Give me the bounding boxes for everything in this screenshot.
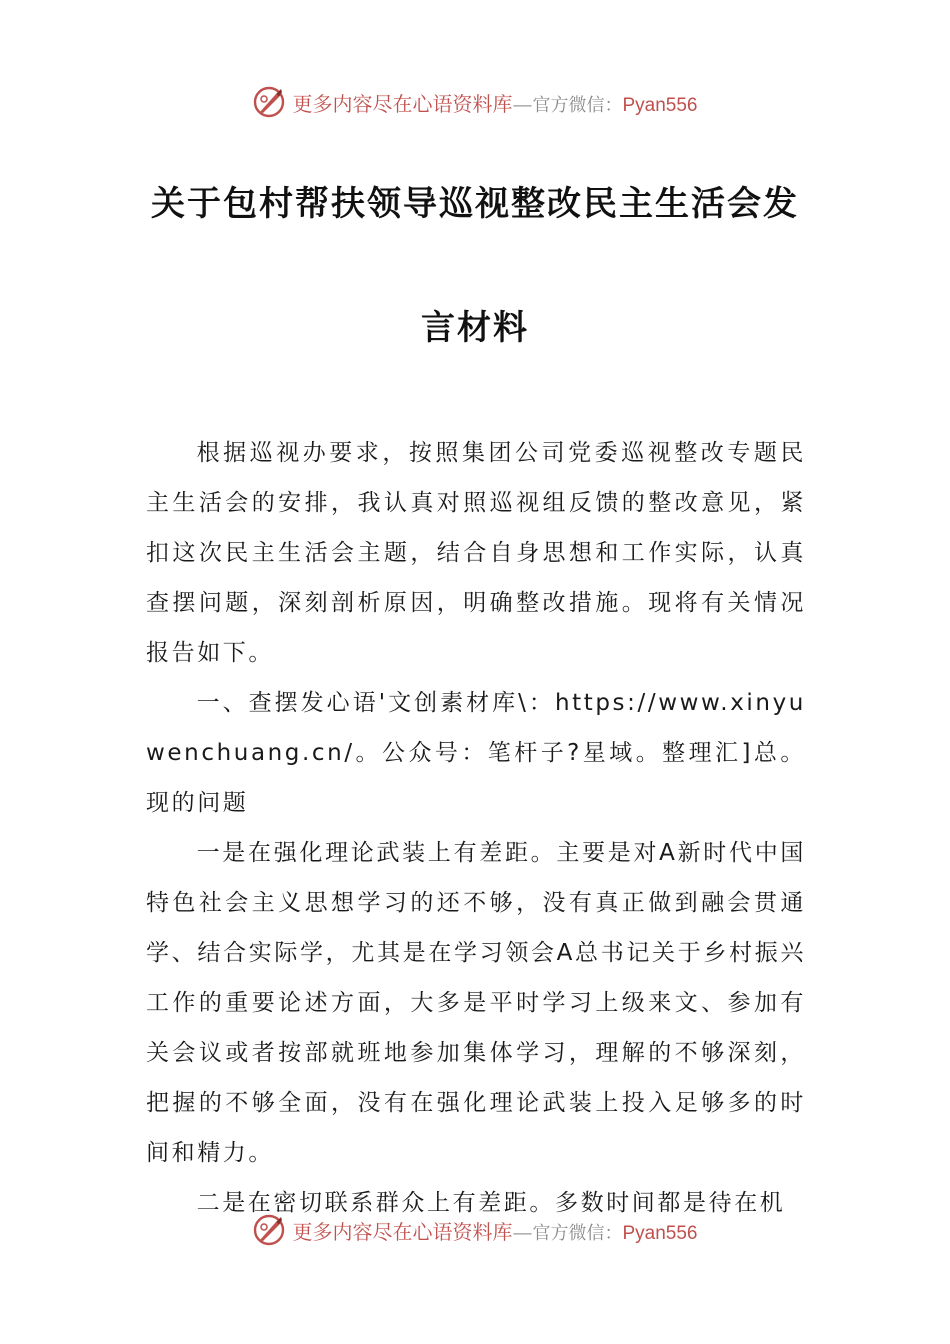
watermark-wechat-label: 官方微信： — [532, 1222, 623, 1244]
watermark-main-text: 更多内容尽在心语资料库 — [292, 91, 513, 116]
watermark-wechat-label: 官方微信： — [532, 94, 623, 116]
watermark-dash: — — [512, 91, 533, 116]
quill-logo-icon — [252, 1213, 286, 1247]
document-body — [146, 428, 806, 1228]
quill-logo-icon — [252, 85, 286, 119]
watermark-wechat-id: Pyan556 — [622, 1222, 698, 1244]
paragraph-section-heading: 一、查摆发心语'文创素材库\：https://www.xinyuwenchuang.cn/。公众号：笔杆子?星域。整理汇]总。现的问题 — [146, 690, 806, 816]
watermark-text — [292, 1216, 697, 1245]
paragraph-point-two: 二是在密切联系群众上有差距。多数时间都是待在机 — [196, 1190, 786, 1216]
document-title-line-2: 言材料 — [421, 308, 529, 348]
watermark-dash: — — [512, 1219, 533, 1244]
paragraph-point-one: 一是在强化理论武装上有差距。主要是对A新时代中国特色社会主义思想学习的还不够，没有真正做到融会贯通学、结合实际学，尤其是在学习领会A总书记关于乡村振兴工作的重要论述方面，大多是平时学习上级来文、参加有关会议或者按部就班地参加集体学习，理解的不够深刻，把握的不够全面，没有在强化理论武装上投入足够多的时间和精力。 — [146, 840, 806, 1166]
watermark-text — [292, 88, 697, 117]
document-title-line-1: 关于包村帮扶领导巡视整改民主生活会发 — [151, 184, 799, 224]
paragraph-intro: 根据巡视办要求，按照集团公司党委巡视整改专题民主生活会的安排，我认真对照巡视组反馈的整改意见，紧扣这次民主生活会主题，结合自身思想和工作实际，认真查摆问题，深刻剖析原因，明确整改措施。现将有关情况报告如下。 — [146, 440, 806, 666]
watermark-wechat-id: Pyan556 — [622, 94, 698, 116]
footer-watermark — [0, 1210, 950, 1250]
watermark-main-text: 更多内容尽在心语资料库 — [292, 1219, 513, 1244]
header-watermark — [0, 82, 950, 122]
